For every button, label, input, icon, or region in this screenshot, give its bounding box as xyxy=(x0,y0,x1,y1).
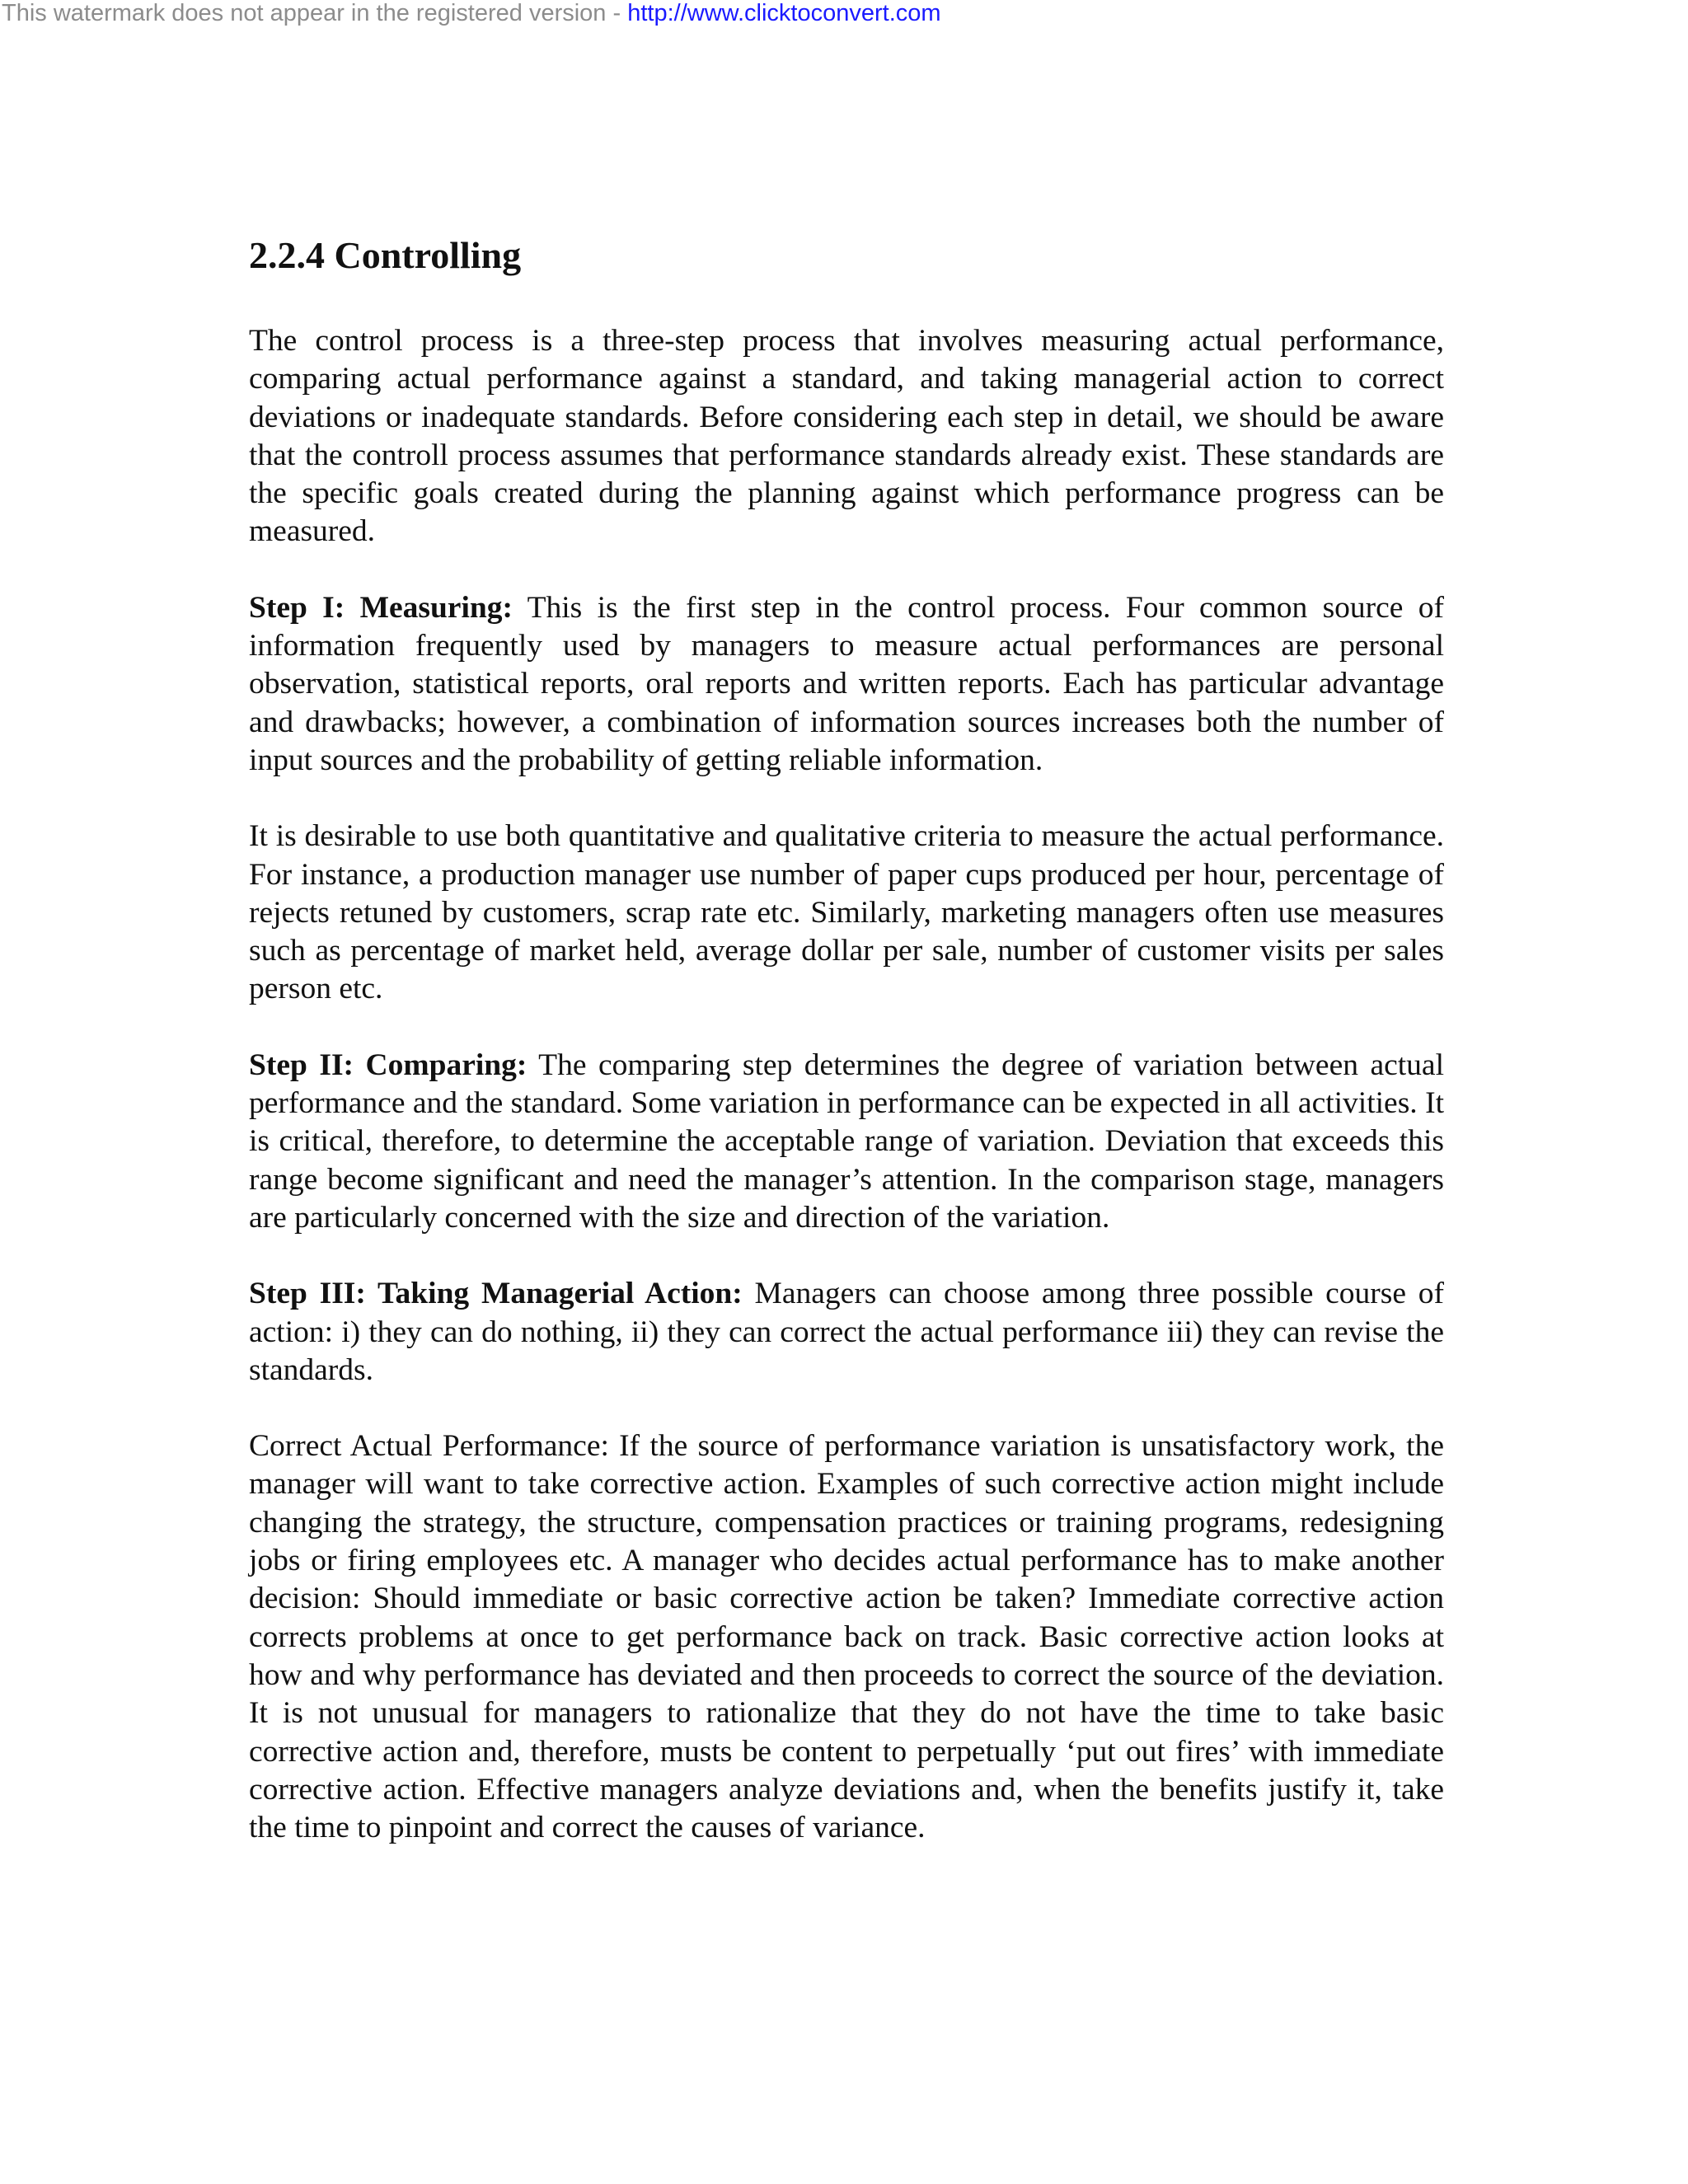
step-comparing-label: Step II: Comparing: xyxy=(249,1047,528,1082)
step-measuring-text: This is the first step in the control process. Four common source of information frequently used by managers to measure actual performances are personal observation, statistical reports, oral reports and written reports. Each has particular advantage and drawbacks; however, a combination of information sources increases both the number of input sources and the probability of getting reliable information. xyxy=(249,590,1444,777)
step-measuring-paragraph xyxy=(249,589,1444,780)
criteria-paragraph: It is desirable to use both quantitative and qualitative criteria to measure the actual performance. For instance, a production manager use number of paper cups produced per hour, percentage of rejects retuned by customers, scrap rate etc. Similarly, marketing managers often use measures such as percentage of market held, average dollar per sale, number of customer visits per sales person etc. xyxy=(249,819,1444,1006)
step-measuring-label: Step I: Measuring: xyxy=(249,590,513,625)
correct-performance-paragraph: Correct Actual Performance: If the source of performance variation is unsatisfactory work, the manager will want to take corrective action. Examples of such corrective action might include changing the strategy, the structure, compensation practices or training programs, redesigning jobs or firing employees etc. A manager who decides actual performance has to make another decision: Should immediate or basic corrective action be taken? Immediate corrective action corrects problems at once to get performance back on track. Basic corrective action looks at how and why performance has deviated and then proceeds to correct the source of the deviation. It is not unusual for managers to rationalize that they do not have the time to take basic corrective action and, therefore, musts be content to perpetually ‘put out fires’ with immediate corrective action. Effective managers analyze deviations and, when the benefits justify it, take the time to pinpoint and correct the causes of variance. xyxy=(249,1429,1444,1845)
watermark-link[interactable]: http://www.clicktoconvert.com xyxy=(627,0,941,26)
step-comparing-paragraph xyxy=(249,1047,1444,1237)
watermark-text: This watermark does not appear in the registered version - xyxy=(2,0,628,26)
step-action-label: Step III: Taking Managerial Action: xyxy=(249,1277,743,1311)
document-page xyxy=(249,231,1444,1847)
section-heading: 2.2.4 Controlling xyxy=(249,234,522,276)
step-action-text: Managers can choose among three possible course of action: i) they can do nothing, ii) they can correct the actual performance iii) they can revise the standards. xyxy=(249,1277,1444,1387)
watermark-banner xyxy=(2,0,941,26)
step-comparing-text: The comparing step determines the degree of variation between actual performance and the standard. Some variation in performance can be expected in all activities. It is critical, therefore, to determine the acceptable range of variation. Deviation that exceeds this range become significant and need the manager’s attention. In the comparison stage, managers are particularly concerned with the size and direction of the variation. xyxy=(249,1047,1444,1235)
step-action-paragraph xyxy=(249,1275,1444,1390)
intro-paragraph: The control process is a three-step process that involves measuring actual performance, comparing actual performance against a standard, and taking managerial action to correct deviations or inadequate standards. Before considering each step in detail, we should be aware that the controll process assumes that performance standards already exist. These standards are the specific goals created during the planning against which performance progress can be measured. xyxy=(249,324,1444,549)
